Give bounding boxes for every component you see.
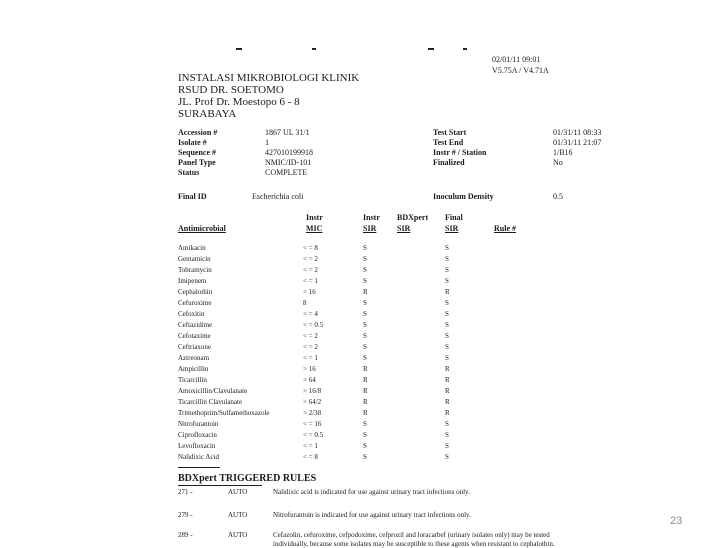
mic-value: > 16/8 <box>303 387 322 395</box>
mic-value: < = 8 <box>303 244 318 252</box>
antimicrobial-name: Ticarcillin Clavulanate <box>178 398 243 406</box>
bdx-title-underline <box>178 485 262 486</box>
mic-value: > 64/2 <box>303 398 322 406</box>
instr-sir: S <box>363 310 367 318</box>
antimicrobial-name: Ampicillin <box>178 365 209 373</box>
rule-text: Nalidixic acid is indicated for use against urinary tract infections only. <box>273 488 470 496</box>
instr-sir: S <box>363 244 367 252</box>
final-sir: R <box>445 409 450 417</box>
info-value: 1/B16 <box>553 148 573 157</box>
rule-number: 271 - <box>178 488 193 496</box>
instr-sir: S <box>363 431 367 439</box>
antimicrobial-name: Amoxicillin/Clavulanate <box>178 387 248 395</box>
antimicrobial-name: Amikacin <box>178 244 206 252</box>
slide-number: 23 <box>670 515 683 527</box>
inoculum-label: Inoculum Density <box>433 192 494 201</box>
info-label: Sequence # <box>178 148 216 157</box>
final-sir: R <box>445 376 450 384</box>
final-sir: S <box>445 442 449 450</box>
mic-value: < = 1 <box>303 277 318 285</box>
info-value: 1867 UL 31/1 <box>265 128 310 137</box>
final-id-value: Escherichia coli <box>252 192 304 201</box>
rule-text-continued: individually, because some isolates may be susceptible to these agents when resistant to cephalothin. <box>273 540 555 548</box>
mic-value: < = 1 <box>303 442 318 450</box>
info-label: Test Start <box>433 128 467 137</box>
mic-value: > 16 <box>303 288 316 296</box>
scan-mark <box>236 48 242 50</box>
final-sir: S <box>445 354 449 362</box>
antimicrobial-name: Gentamicin <box>178 255 211 263</box>
info-value: COMPLETE <box>265 168 308 177</box>
print-date: 02/01/11 09:01 <box>492 55 541 64</box>
final-sir: S <box>445 343 449 351</box>
mic-value: 8 <box>303 299 307 307</box>
instr-sir: R <box>363 387 368 395</box>
mic-value: < = 2 <box>303 266 318 274</box>
final-sir: R <box>445 365 450 373</box>
col-header-rule: Rule # <box>494 224 516 233</box>
rule-number: 289 - <box>178 531 193 539</box>
antimicrobial-name: Nalidixic Acid <box>178 453 220 461</box>
col-header-instr-mic: Instr <box>306 213 323 222</box>
final-sir: S <box>445 453 449 461</box>
instr-sir: S <box>363 442 367 450</box>
info-label: Isolate # <box>178 138 207 147</box>
info-value: 427010199918 <box>265 148 313 157</box>
antimicrobial-name: Ciprofloxacin <box>178 431 217 439</box>
instr-sir: S <box>363 343 367 351</box>
final-sir: S <box>445 299 449 307</box>
col-header-instr-mic: MIC <box>306 224 323 233</box>
header-institution: INSTALASI MIKROBIOLOGI KLINIK <box>178 72 360 84</box>
final-sir: S <box>445 277 449 285</box>
scan-mark <box>463 48 467 50</box>
antimicrobial-name: Ticarcillin <box>178 376 207 384</box>
rule-text: Nitrofurantoin is indicated for use against urinary tract infections only. <box>273 511 471 519</box>
instr-sir: S <box>363 453 367 461</box>
final-sir: S <box>445 266 449 274</box>
antimicrobial-name: Tobramycin <box>178 266 212 274</box>
antimicrobial-name: Trimethoprim/Sulfamethoxazole <box>178 409 270 417</box>
antimicrobial-name: Imipenem <box>178 277 207 285</box>
scan-mark <box>428 48 434 50</box>
final-sir: S <box>445 321 449 329</box>
instr-sir: S <box>363 299 367 307</box>
rule-number: 279 - <box>178 511 193 519</box>
info-label: Accession # <box>178 128 218 137</box>
col-header-bdxpert: SIR <box>397 224 411 233</box>
info-value: No <box>553 158 563 167</box>
mic-value: < = 2 <box>303 332 318 340</box>
info-label: Instr # / Station <box>433 148 487 157</box>
instr-sir: R <box>363 409 368 417</box>
scan-mark <box>312 48 316 50</box>
antimicrobial-name: Ceftriaxone <box>178 343 212 351</box>
software-version: V5.75A / V4.71A <box>492 66 549 75</box>
header-hospital: RSUD DR. SOETOMO <box>178 84 284 96</box>
final-id-label: Final ID <box>178 192 207 201</box>
final-sir: S <box>445 332 449 340</box>
final-sir: S <box>445 420 449 428</box>
col-header-instr-sir: SIR <box>363 224 377 233</box>
mic-value: > 16 <box>303 365 316 373</box>
final-sir: S <box>445 255 449 263</box>
instr-sir: R <box>363 288 368 296</box>
info-label: Panel Type <box>178 158 216 167</box>
info-label: Test End <box>433 138 464 147</box>
divider <box>178 467 220 468</box>
mic-value: < = 1 <box>303 354 318 362</box>
antimicrobial-name: Cefotaxime <box>178 332 211 340</box>
col-header-instr-sir: Instr <box>363 213 380 222</box>
mic-value: < = 0.5 <box>303 431 324 439</box>
info-value: 01/31/11 21:07 <box>553 138 602 147</box>
antimicrobial-name: Ceftazidime <box>178 321 213 329</box>
antimicrobial-name: Nitrofurantoin <box>178 420 219 428</box>
col-header-final: SIR <box>445 224 459 233</box>
final-sir: S <box>445 431 449 439</box>
mic-value: < = 0.5 <box>303 321 324 329</box>
header-city: SURABAYA <box>178 108 237 120</box>
instr-sir: S <box>363 354 367 362</box>
info-value: 1 <box>265 138 269 147</box>
rule-type: AUTO <box>228 488 248 496</box>
col-header-antimicrobial: Antimicrobial <box>178 224 226 233</box>
antimicrobial-name: Levofloxacin <box>178 442 216 450</box>
mic-value: > 2/38 <box>303 409 322 417</box>
info-value: NMIC/ID-101 <box>265 158 312 167</box>
instr-sir: S <box>363 266 367 274</box>
instr-sir: R <box>363 376 368 384</box>
info-label: Status <box>178 168 200 177</box>
antimicrobial-name: Cephalothin <box>178 288 213 296</box>
instr-sir: S <box>363 420 367 428</box>
mic-value: < = 16 <box>303 420 322 428</box>
final-sir: S <box>445 310 449 318</box>
mic-value: < = 4 <box>303 310 318 318</box>
final-sir: R <box>445 398 450 406</box>
mic-value: < = 2 <box>303 255 318 263</box>
final-sir: R <box>445 387 450 395</box>
mic-value: < = 2 <box>303 343 318 351</box>
instr-sir: S <box>363 255 367 263</box>
antimicrobial-name: Aztreonam <box>178 354 210 362</box>
instr-sir: S <box>363 321 367 329</box>
instr-sir: R <box>363 365 368 373</box>
inoculum-value: 0.5 <box>553 192 563 201</box>
rule-type: AUTO <box>228 511 248 519</box>
rule-type: AUTO <box>228 531 248 539</box>
rule-text: Cefazolin, cefuroxime, cefpodoxime, cefprozil and loracarbef (urinary isolates only) may be tested <box>273 531 550 539</box>
final-sir: S <box>445 244 449 252</box>
bdx-rules-title: BDXpert TRIGGERED RULES <box>178 473 317 484</box>
header-address: JL. Prof Dr. Moestopo 6 - 8 <box>178 96 300 108</box>
mic-value: < = 8 <box>303 453 318 461</box>
mic-value: > 64 <box>303 376 316 384</box>
antimicrobial-name: Cefoxitin <box>178 310 205 318</box>
antimicrobial-name: Cefuroxime <box>178 299 212 307</box>
instr-sir: S <box>363 277 367 285</box>
col-header-bdxpert: BDXpert <box>397 213 429 222</box>
final-sir: R <box>445 288 450 296</box>
info-label: Finalized <box>433 158 465 167</box>
instr-sir: S <box>363 332 367 340</box>
instr-sir: R <box>363 398 368 406</box>
info-value: 01/31/11 08:33 <box>553 128 602 137</box>
col-header-final: Final <box>445 213 463 222</box>
